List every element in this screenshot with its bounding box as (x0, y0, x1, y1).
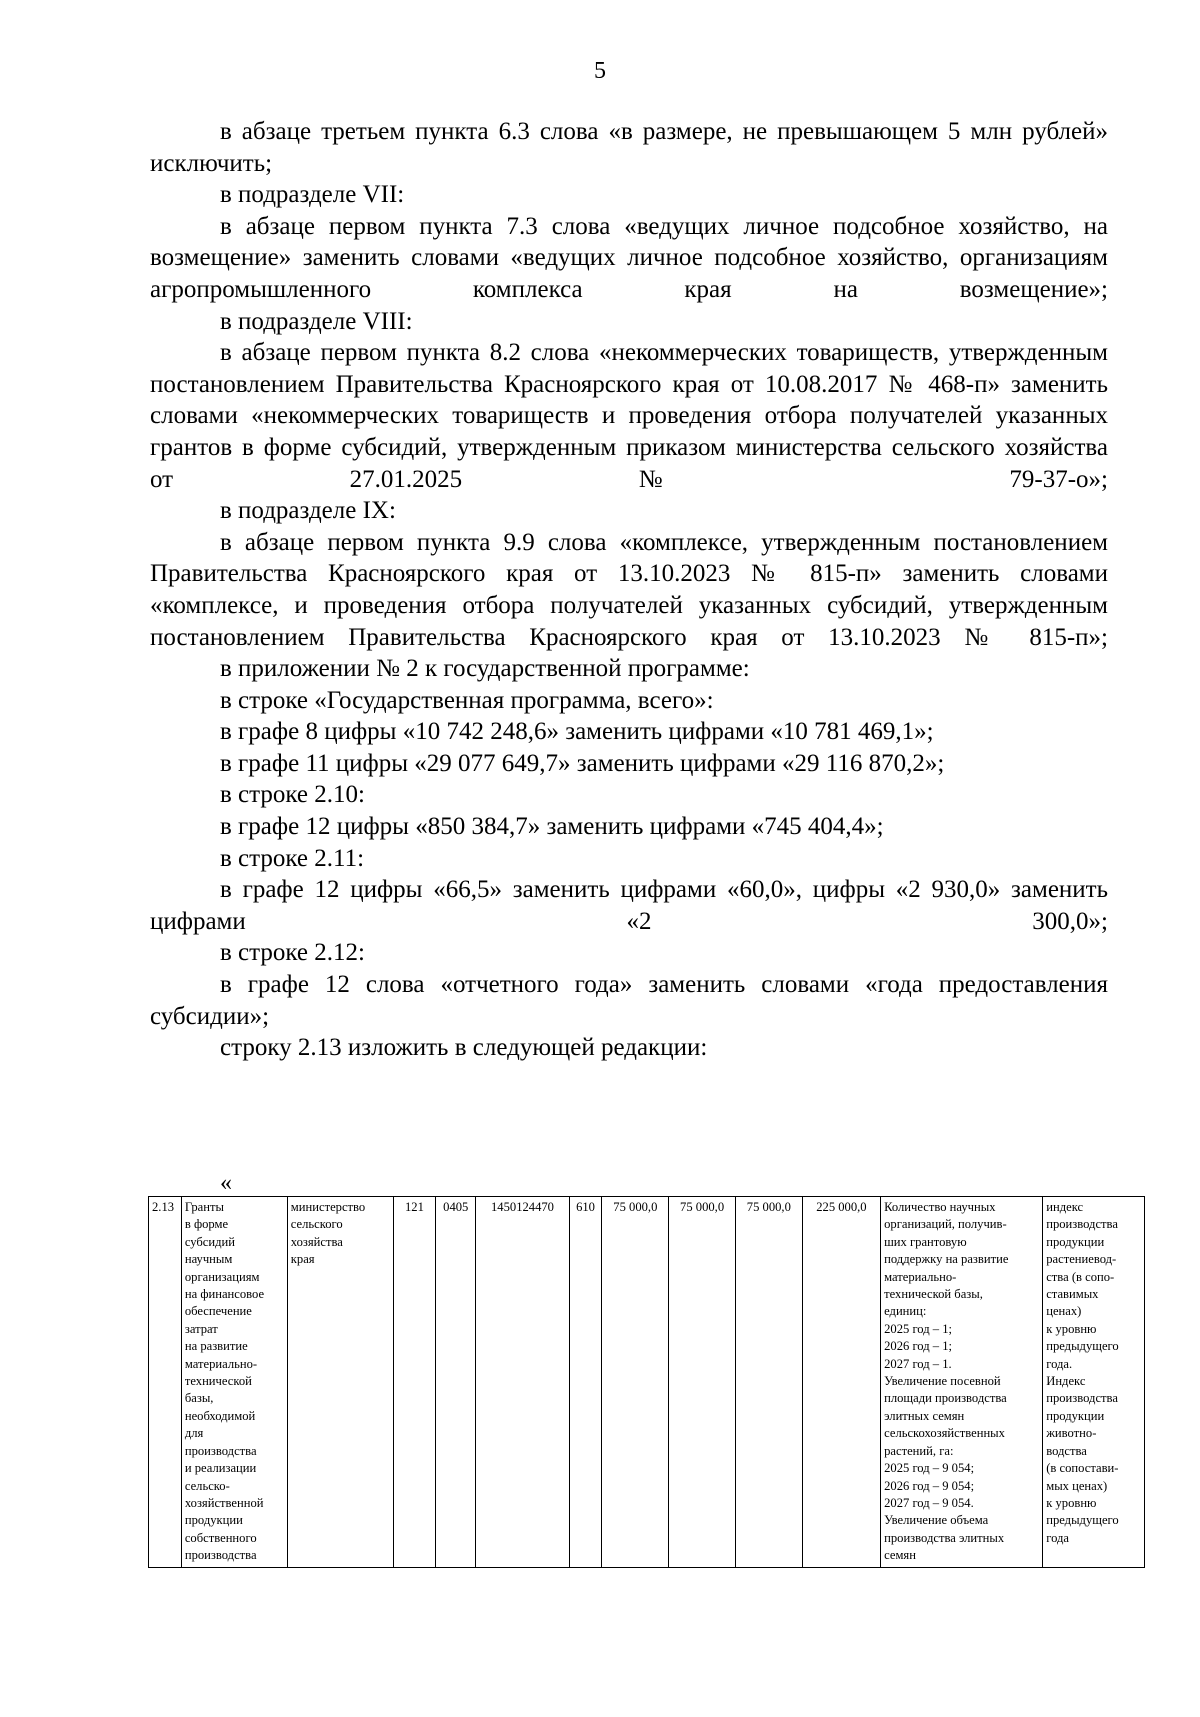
amendment-table (148, 1196, 1145, 1568)
event-name-cell: Гранты в форме субсидий научным организациям на финансовое обеспечение затрат на развитие материально- технической базы, необходимой для производства и реализации сельско- хозяйственной продукции собственного производства (181, 1197, 287, 1568)
expected-result-cell: Количество научных организаций, получив- ших грантовую поддержку на развитие материально- технической базы, единиц: 2025 год – 1; 2026 год – 1; 2027 год – 1. Увеличение посевной площади производства элитных семян сельскохозяйственных растений, га: 2025 год – 9 054; 2026 год – 9 054; 2027 год – 9 054. Увеличение объема производства элитных семян (881, 1197, 1043, 1568)
year-2026-cell: 75 000,0 (669, 1197, 736, 1568)
vr-cell: 610 (569, 1197, 602, 1568)
table-row (149, 1197, 1145, 1568)
paragraph: в строке «Государственная программа, всего»: (220, 686, 714, 714)
paragraph: в графе 11 цифры «29 077 649,7» заменить цифрами «29 116 870,2»; (220, 749, 945, 777)
paragraph: в строке 2.11: (220, 844, 365, 872)
paragraph: строку 2.13 изложить в следующей редакции: (220, 1034, 708, 1062)
rzpr-cell: 0405 (436, 1197, 476, 1568)
opening-quote: « (220, 1170, 232, 1196)
paragraph: в подразделе VII: (220, 181, 405, 209)
grbs-cell: 121 (393, 1197, 435, 1568)
csr-cell: 1450124470 (476, 1197, 569, 1568)
paragraph: в графе 12 слова «отчетного года» заменить словами «года предоставления субсидии»; (150, 971, 1108, 1030)
paragraph: в графе 8 цифры «10 742 248,6» заменить цифрами «10 781 469,1»; (220, 718, 934, 746)
paragraph: в подразделе IX: (220, 497, 396, 525)
paragraph: в абзаце третьем пункта 6.3 слова «в размере, не превышающем 5 млн рублей» исключить; (150, 118, 1108, 177)
year-2025-cell: 75 000,0 (602, 1197, 669, 1568)
paragraph: в строке 2.12: (220, 939, 365, 967)
paragraph: в абзаце первом пункта 8.2 слова «некоммерческих товариществ, утвержденным постановлением Правительства Красноярского края от 10.08.2017 № 468-п» заменить словами «некоммерческих товариществ и проведения отбора получателей указанных грантов в форме субсидий, утвержденным приказом министерства сельского хозяйства от 27.01.2025 № 79-37-о»; (150, 339, 1108, 493)
indicator-cell: индекс производства продукции растениевод- ства (в сопо- ставимых ценах) к уровню предыдущего года. Индекс производства продукции животно- водства (в сопостави- мых ценах) к уровню предыдущего года (1043, 1197, 1145, 1568)
paragraph: в приложении № 2 к государственной программе: (220, 655, 750, 683)
page-number: 5 (594, 58, 606, 84)
paragraph: в графе 12 цифры «66,5» заменить цифрами «60,0», цифры «2 930,0» заменить цифрами «2 300,0»; (150, 876, 1108, 935)
total-cell: 225 000,0 (802, 1197, 880, 1568)
executor-cell: министерство сельского хозяйства края (287, 1197, 393, 1568)
row-number-cell: 2.13 (149, 1197, 182, 1568)
paragraph: в абзаце первом пункта 9.9 слова «комплексе, утвержденным постановлением Правительства Красноярского края от 13.10.2023 № 815-п» заменить словами «комплексе, и проведения отбора получателей указанных субсидий, утвержденным постановлением Правительства Красноярского края от 13.10.2023 № 815-п»; (150, 528, 1108, 651)
year-2027-cell: 75 000,0 (735, 1197, 802, 1568)
paragraph: в графе 12 цифры «850 384,7» заменить цифрами «745 404,4»; (220, 813, 884, 841)
document-body (150, 116, 1108, 1064)
paragraph: в подразделе VIII: (220, 307, 413, 335)
paragraph: в абзаце первом пункта 7.3 слова «ведущих личное подсобное хозяйство, на возмещение» заменить словами «ведущих личное подсобное хозяйство, организациям агропромышленного комплекса края на возмещение»; (150, 212, 1108, 303)
paragraph: в строке 2.10: (220, 781, 365, 809)
